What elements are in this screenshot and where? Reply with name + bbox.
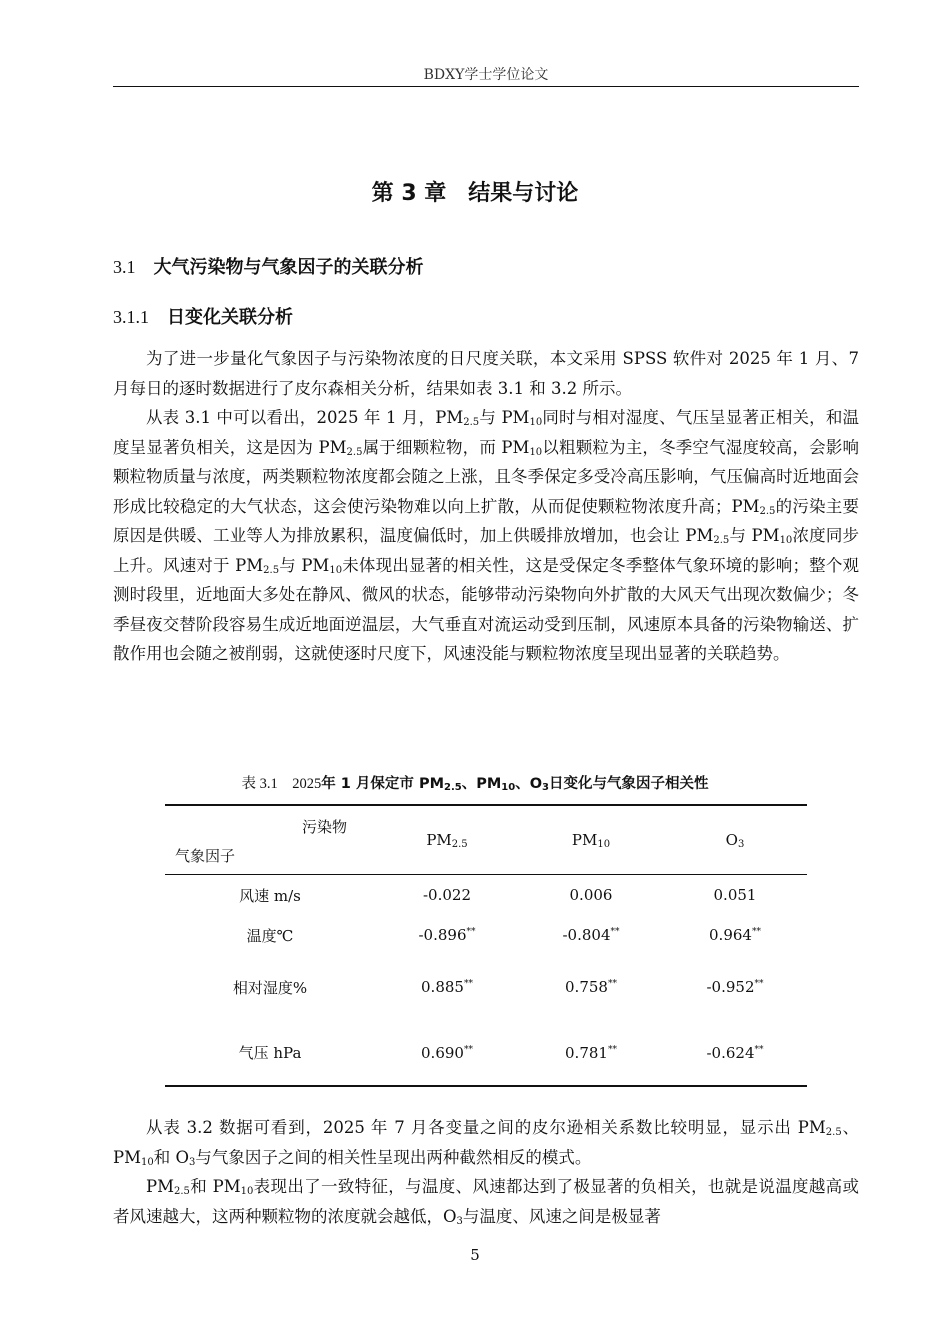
row-factor: 气压 hPa xyxy=(238,1044,302,1062)
cell-pm10: 0.006 xyxy=(569,886,613,905)
row-factor: 相对湿度% xyxy=(232,978,308,997)
cell-pm25: -0.022 xyxy=(422,886,471,905)
row-factor: 风速 m/s xyxy=(239,886,301,905)
running-header: BDXY学士学位论文 xyxy=(113,64,859,87)
cell-pm10: 0.781** xyxy=(565,1043,617,1062)
col-header-o3: $O_3$ xyxy=(725,830,745,850)
chapter-title: 第 3 章 结果与讨论 xyxy=(371,181,579,206)
paragraph-intro: 为了进一步量化气象因子与污染物浓度的日尺度关联，本文采用 SPSS 软件对 2025 年 1 月、7 月每日的逐时数据进行了皮尔森相关分析，结果如表 3.1 和 3.2 所示。 xyxy=(113,349,859,398)
section-number: 3.1 xyxy=(113,257,136,277)
section-title: 大气污染物与气象因子的关联分析 xyxy=(153,257,424,278)
table-row xyxy=(165,916,807,954)
col-header-pm10: $PM_{10}$ xyxy=(571,830,611,850)
table-corner-cell xyxy=(165,805,375,874)
correlation-table xyxy=(165,804,807,1087)
table-row xyxy=(165,954,807,1020)
subsection-heading xyxy=(113,303,293,332)
cell-pm25: 0.690** xyxy=(421,1043,473,1062)
cell-pm25: 0.885** xyxy=(421,978,473,996)
cell-o3: -0.952** xyxy=(706,978,764,996)
paragraph-july-analysis: $PM_{2.5}$和 $PM_{10}$表现出了一致特征，与温度、风速都达到了极显著的负相关，也就是说温度越高或者风速越大，这两种颗粒物的浓度就会越低，$O_3$与温度、风速之间是极显著 xyxy=(113,1177,859,1227)
cell-o3: 0.964** xyxy=(709,926,761,944)
table-header-row xyxy=(165,805,807,874)
corner-factor-label: 气象因子 xyxy=(175,846,236,865)
table-row xyxy=(165,874,807,916)
cell-o3: -0.624** xyxy=(706,1043,764,1062)
page-number: 5 xyxy=(470,1246,480,1264)
table-caption: 表 3.1 2025年 1 月保定市 $PM_{2.5}$、$PM_{10}$、$O_3$日变化与气象因子相关性 xyxy=(241,776,709,793)
paragraph-july-intro: 从表 3.2 数据可看到，2025 年 7 月各变量之间的皮尔逊相关系数比较明显，显示出 $PM_{2.5}$、$PM_{10}$和 $O_3$与气象因子之间的相关性呈现出两种截然相反的模式。 xyxy=(113,1118,860,1168)
subsection-number: 3.1.1 xyxy=(113,307,149,327)
col-header-pm25: $PM_{2.5}$ xyxy=(426,830,468,850)
paragraph-january-analysis: 从表 3.1 中可以看出，2025 年 1 月，$PM_{2.5}$与 $PM_{10}$同时与相对湿度、气压呈显著正相关，和温度呈显著负相关，这是因为 $PM_{2.5}$属于细颗粒物，而 $PM_{10}$以粗颗粒为主，冬季空气湿度较高，会影响颗粒物质量与浓度，两类颗粒物浓度都会随之上涨，且冬季保定多受冷高压影响，气压偏高时近地面会形成比较稳定的大气状态，这会使污染物难以向上扩散，从而促使颗粒物浓度升高；$PM_{2.5}$的污染主要原因是供暖、工业等人为排放累积，温度偏低时，加上供暖排放增加，也会让 $PM_{2.5}$与 $PM_{10}$浓度同步上升。风速对于 $PM_{2.5}$与 $PM_{10}$未体现出显著的相关性，这是受保定冬季整体气象环境的影响；整个观测时段里，近地面大多处在静风、微风的状态，能够带动污染物向外扩散的大风天气出现次数偏少；冬季昼夜交替阶段容易生成近地面逆温层，大气垂直对流运动受到压制，风速原本具备的污染物输送、扩散作用也会随之被削弱，这就使逐时尺度下，风速没能与颗粒物浓度呈现出显著的关联趋势。 xyxy=(113,408,860,663)
subsection-title: 日变化关联分析 xyxy=(167,307,293,328)
cell-o3: 0.051 xyxy=(713,886,757,905)
table-row xyxy=(165,1020,807,1086)
cell-pm10: 0.758** xyxy=(565,978,617,996)
cell-pm10: -0.804** xyxy=(562,926,620,944)
cell-pm25: -0.896** xyxy=(418,926,476,944)
section-heading xyxy=(113,253,424,282)
corner-pollutant-label: 污染物 xyxy=(301,818,347,836)
row-factor: 温度℃ xyxy=(246,926,294,945)
